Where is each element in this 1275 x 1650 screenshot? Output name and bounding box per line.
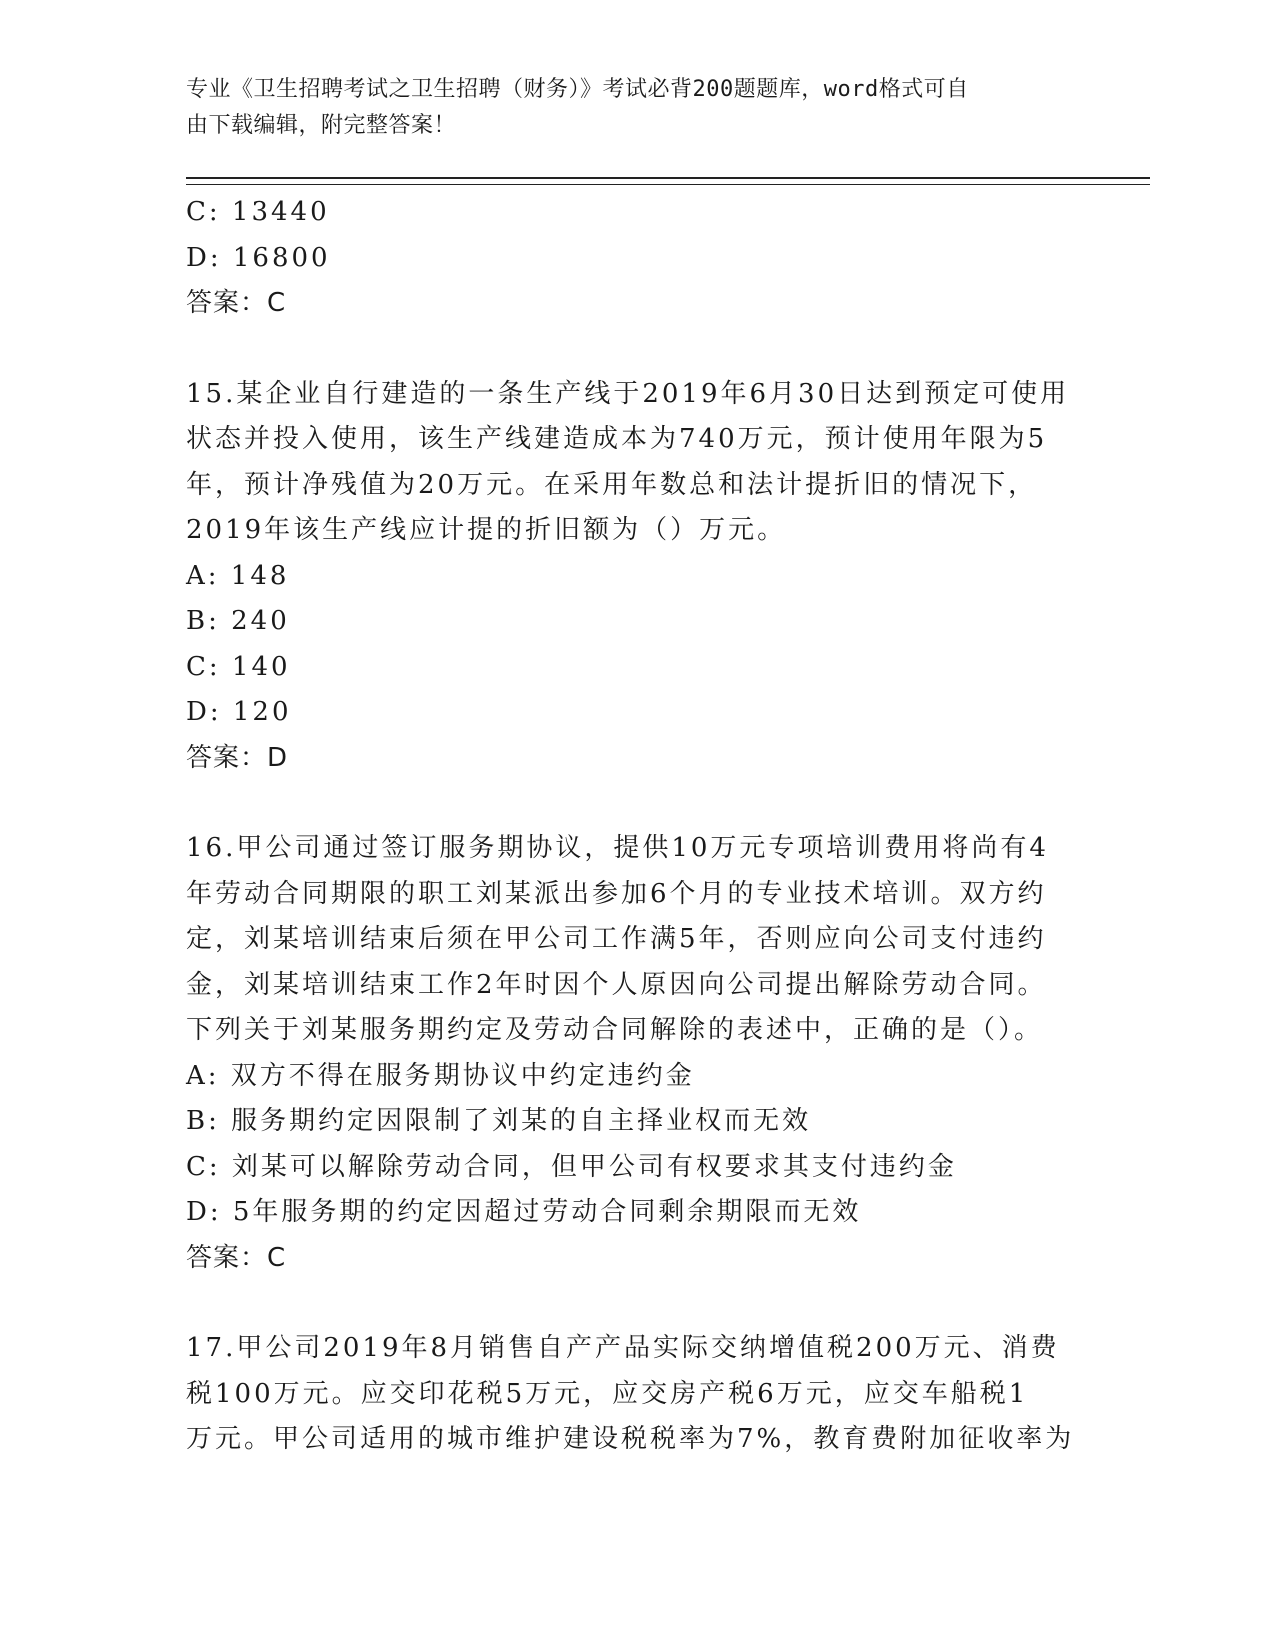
question-stem-line: 定，刘某培训结束后须在甲公司工作满5年，否则应向公司支付违约 <box>186 924 1047 954</box>
option-d: D: 5年服务期的约定因超过劳动合同剩余期限而无效 <box>186 1197 862 1227</box>
header-divider-thick <box>186 177 1150 179</box>
question-stem-line: 金，刘某培训结束工作2年时因个人原因向公司提出解除劳动合同。 <box>186 969 1047 1000</box>
question-stem-line: 17.甲公司2019年8月销售自产产品实际交纳增值税200万元、消费 <box>186 1333 1060 1363</box>
option-d: D: 16800 <box>186 242 331 273</box>
option-d: D: 120 <box>186 697 292 727</box>
option-a: A: 148 <box>186 560 290 591</box>
spacer <box>186 781 1086 826</box>
question-stem-line: 15.某企业自行建造的一条生产线于2019年6月30日达到预定可使用 <box>186 378 1070 409</box>
question-stem-line: 年劳动合同期限的职工刘某派出参加6个月的专业技术培训。双方约 <box>186 878 1047 909</box>
document-header <box>186 72 1076 144</box>
option-b: B: 服务期约定因限制了刘某的自主择业权而无效 <box>186 1106 812 1136</box>
header-divider-thin <box>186 184 1150 185</box>
option-a: A: 双方不得在服务期协议中约定违约金 <box>186 1060 695 1091</box>
answer-line: 答案：C <box>186 288 287 318</box>
option-b: B: 240 <box>186 606 290 636</box>
header-line-1: 专业《卫生招聘考试之卫生招聘（财务）》考试必背200题题库，word格式可自 <box>186 77 969 102</box>
answer-line: 答案：D <box>186 742 289 773</box>
question-stem-line: 万元。甲公司适用的城市维护建设税税率为7%，教育费附加征收率为 <box>186 1424 1075 1454</box>
spacer <box>186 1281 1086 1326</box>
question-stem-line: 16.甲公司通过签订服务期协议，提供10万元专项培训费用将尚有4 <box>186 833 1049 863</box>
question-17 <box>186 1326 1086 1463</box>
question-stem-line: 2019年该生产线应计提的折旧额为（）万元。 <box>186 515 787 545</box>
spacer <box>186 327 1086 372</box>
answer-line: 答案：C <box>186 1242 287 1273</box>
question-15 <box>186 372 1086 782</box>
question-stem-line: 税100万元。应交印花税5万元，应交房产税6万元，应交车船税1 <box>186 1378 1029 1409</box>
option-c: C: 刘某可以解除劳动合同，但甲公司有权要求其支付违约金 <box>186 1151 957 1182</box>
question-16 <box>186 826 1086 1281</box>
option-c: C: 13440 <box>186 197 330 227</box>
previous-question-tail <box>186 190 1086 327</box>
question-stem-line: 状态并投入使用，该生产线建造成本为740万元，预计使用年限为5 <box>186 424 1048 454</box>
option-c: C: 140 <box>186 651 291 682</box>
document-body <box>186 190 1086 1463</box>
header-line-2: 由下载编辑，附完整答案！ <box>186 113 457 138</box>
question-stem-line: 下列关于刘某服务期约定及劳动合同解除的表述中，正确的是（）。 <box>186 1015 1044 1045</box>
question-stem-line: 年，预计净残值为20万元。在采用年数总和法计提折旧的情况下， <box>186 469 1038 500</box>
